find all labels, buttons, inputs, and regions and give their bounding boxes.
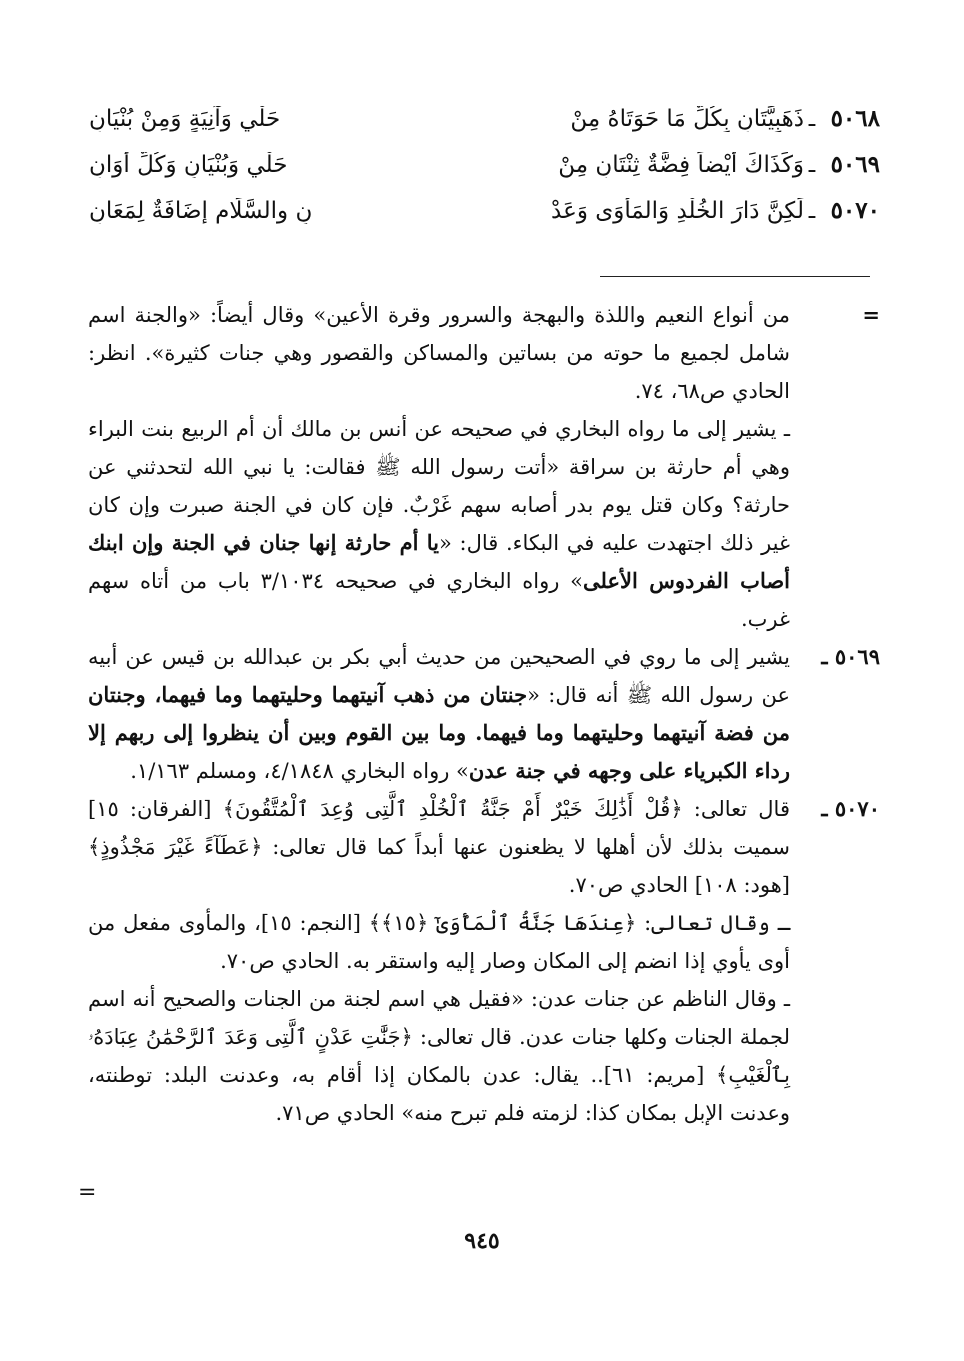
- footnote: [88, 638, 880, 790]
- footnote-text: من أنواع النعيم واللذة والبهجة والسرور وقرة الأعين» وقال أيضاً: «والجنة اسم شامل لجميع ما حوته من بساتين والمساكن والقصور وهي جنات كثيرة». انظر: الحادي ص٦٨، ٧٤.: [88, 303, 790, 403]
- footnote-body: [88, 638, 790, 790]
- footnote-text: وقال تعالى: ﴿عِندَهَا جَنَّةُ ٱلْمَأْوَىٰٓ ﴿١٥﴾﴾ [النجم: ١٥]، والمأوى مفعل من أوى يأوي إذا انضم إلى المكان وصار إليه واستقر به. الحادي ص٧٠.: [88, 911, 790, 973]
- footnote-text: قال تعالى: ﴿قُلْ أَذَٰلِكَ خَيْرٌ أَمْ جَنَّةُ ٱلْخُلْدِ ٱلَّتِى وُعِدَ ٱلْمُتَّقُونَ﴾ [الفرقان: ١٥] سميت بذلك لأن أهلها لا يظعنون عنها أبداً كما قال تعالى: ﴿عَطَآءً غَيْرَ مَجْذُوذٍ﴾ [هود: ١٠٨] الحادي ص٧٠.: [88, 797, 790, 897]
- footnote-body: [88, 296, 790, 638]
- footnote-text: » رواه البخاري في صحيحه ٣/١٠٣٤ باب من أتاه سهم غرب.: [88, 569, 790, 631]
- verse-first-hemistich: وَكَذَاكَ أَيْضاً فِضَّةٌ ثِنْتَانِ مِنْ: [558, 152, 804, 178]
- verse-number: ٥٠٦٩: [830, 151, 880, 178]
- verse-number: ٥٠٧٠: [830, 197, 880, 224]
- footnote-separator: [600, 276, 870, 277]
- footnote-text: يشير إلى ما رواه البخاري في صحيحه عن أنس بن مالك أن أم الربيع بنت البراء وهي أم حارثة بن سراقة «أتت رسول الله ﷺ فقالت: يا نبي الله لتحدثني عن حارثة؟ وكان قتل يوم بدر أصابه سهم غَرْبٌ. فإن كان في الجنة صبرت وإن كان غير ذلك اجتهدت عليه في البكاء. قال: «: [88, 417, 790, 555]
- footnote-number: ٥٠٦٩ ـ: [821, 644, 880, 669]
- verse-line: [85, 105, 880, 151]
- hadith-text: جنتان من ذهب آنيتهما وحليتهما وما فيهما، وجنتان من فضة آنيتهما وحليتهما وما فيهما. وما بين القوم وبين أن ينظروا إلى ربهم إلا رداء الكبرياء على وجهه في جنة عدن: [88, 682, 790, 783]
- footnote: [88, 790, 880, 1132]
- verse-second-hemistich: حَلْيٍ وَآنِيَةٍ وَمِنْ بُنْيَانِ: [89, 106, 281, 132]
- hadith-text: يا أم حارثة إنها جنان في الجنة وإن ابنك أصاب الفردوس الأعلى: [88, 530, 791, 593]
- poem-verses: [85, 105, 880, 243]
- footnote-number: ٥٠٧٠ ـ: [821, 796, 880, 821]
- footnotes: [88, 296, 880, 1132]
- verse-number: ٥٠٦٨: [830, 105, 880, 132]
- footnote-text: يشير إلى ما روي في الصحيحين من حديث أبي بكر بن عبدالله بن قيس عن أبيه عن رسول الله ﷺ أنه قال: «: [88, 645, 791, 707]
- verse-first-hemistich: ذَهَبِيَّتَانِ بِكُلِّ مَا حَوَتَاهُ مِنْ: [570, 106, 804, 132]
- footnote-paragraph: [88, 904, 790, 980]
- verse-line: [85, 197, 880, 243]
- footnote-paragraph: [88, 296, 790, 410]
- verse-line: [85, 151, 880, 197]
- verse-second-hemistich: حَلْيٍ وَبُنْيَانٍ وَكُلِّ أَوَانِ: [89, 152, 288, 178]
- footnote-paragraph: [88, 638, 790, 790]
- footnote-body: [88, 790, 790, 1132]
- footnote-text: وقال الناظم عن جنات عدن: «فقيل هي اسم لجنة من الجنات والصحيح أنه اسم لجملة الجنات وكلها جنات عدن. قال تعالى: ﴿جَنَّٰتِ عَدْنٍ ٱلَّتِى وَعَدَ ٱلرَّحْمَٰنُ عِبَادَهُۥ بِٱلْغَيْبِ﴾ [مريم: ٦١].. يقال: عدن بالمكان إذا أقام به، وعدنت البلد: توطنته، وعدنت الإبل بمكان كذا: لزمته فلم تبرح منه» الحادي ص٧١.: [88, 987, 791, 1125]
- verse-dash: ـ: [808, 199, 816, 224]
- page-number: ٩٤٥: [464, 1228, 500, 1254]
- footnote-number: =: [862, 302, 880, 327]
- footnote: [88, 296, 880, 638]
- footnote-paragraph: [88, 980, 790, 1132]
- continuation-mark: =: [78, 1180, 97, 1205]
- verse-dash: ـ: [808, 107, 816, 132]
- verse-second-hemistich: نٍ والسَّلَامِ إِضَافَةٌ لِمَعَانِ: [89, 198, 313, 224]
- footnote-paragraph: [88, 410, 790, 638]
- verse-first-hemistich: لَكِنَّ دَارَ الخُلْدِ وَالمَأْوَى وَعَدْ: [551, 198, 804, 224]
- footnote-text: » رواه البخاري ٤/١٨٤٨، ومسلم ١/١٦٣.: [130, 759, 469, 783]
- verse-dash: ـ: [808, 153, 816, 178]
- footnote-paragraph: [88, 790, 790, 904]
